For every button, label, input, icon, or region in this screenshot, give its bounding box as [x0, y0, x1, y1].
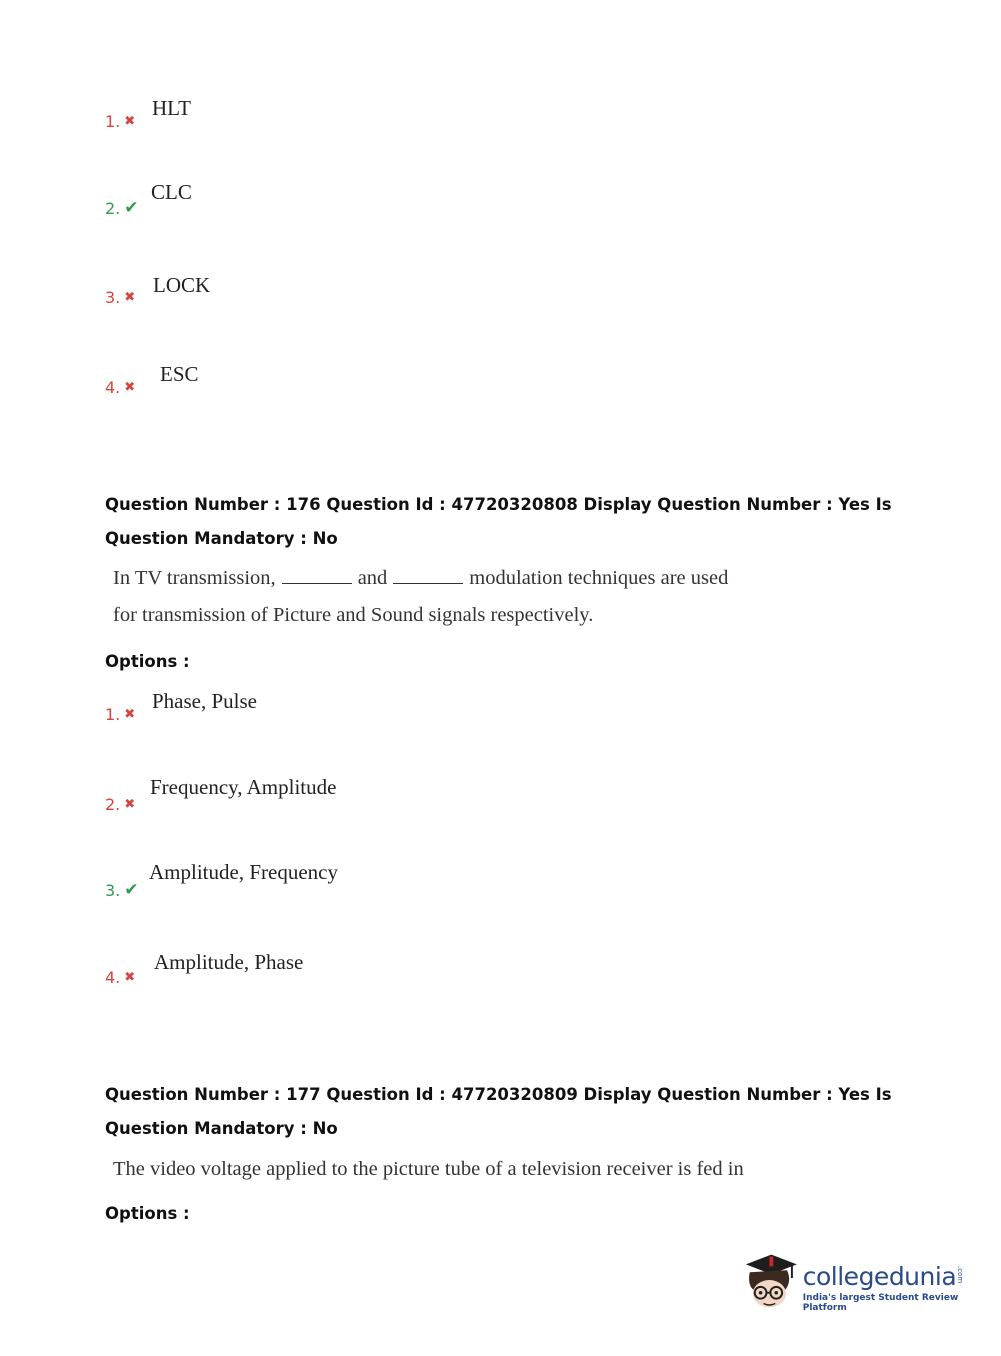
question-176-text-part-a: In TV transmission, [113, 567, 276, 589]
options-label: Options : [105, 1204, 190, 1223]
question-176-text-part-c: modulation techniques are used [469, 567, 729, 589]
option-4-number: 4. ✖ [105, 968, 136, 987]
option-1-text: HLT [152, 96, 191, 120]
collegedunia-logo [742, 1250, 1001, 1313]
option-1-number: 1. ✖ [105, 705, 136, 724]
blank-line [282, 583, 352, 584]
question-176-text-line1 [113, 567, 728, 590]
options-label: Options : [105, 652, 190, 671]
option-3-text: Amplitude, Frequency [149, 860, 338, 884]
option-3-text: LOCK [153, 273, 211, 297]
cross-icon: ✖ [124, 970, 136, 985]
logo-tagline: India's largest Student Review Platform [802, 1293, 959, 1313]
question-176-text-line2: for transmission of Picture and Sound signals respectively. [113, 604, 594, 626]
cross-icon: ✖ [124, 797, 136, 812]
mascot-icon [742, 1250, 799, 1312]
cross-icon: ✖ [124, 114, 136, 129]
cross-icon: ✖ [124, 290, 136, 305]
option-2-text: Frequency, Amplitude [150, 775, 337, 799]
option-2-number: 2. ✔ [105, 198, 139, 218]
question-177-text: The video voltage applied to the picture tube of a television receiver is fed in [113, 1158, 744, 1180]
question-176-header: Question Number : 176 Question Id : 47720320808 Display Question Number : Yes Is Question Mandatory : No [105, 495, 892, 548]
option-4-text: ESC [160, 362, 199, 386]
option-1-text: Phase, Pulse [152, 689, 257, 713]
cross-icon: ✖ [124, 380, 136, 395]
logo-name: collegedunia [802, 1262, 957, 1291]
question-176-text-part-b: and [357, 567, 388, 589]
option-4-number: 4. ✖ [105, 378, 136, 397]
option-4-text: Amplitude, Phase [154, 950, 304, 974]
option-3-number: 3. ✖ [105, 288, 136, 307]
option-3-number: 3. ✔ [105, 880, 139, 900]
logo-suffix: .com [956, 1266, 965, 1284]
check-icon: ✔ [124, 880, 139, 900]
option-2-number: 2. ✖ [105, 795, 136, 814]
question-177-header: Question Number : 177 Question Id : 47720320809 Display Question Number : Yes Is Question Mandatory : No [105, 1085, 892, 1138]
check-icon: ✔ [124, 198, 139, 218]
option-2-text: CLC [151, 180, 192, 204]
blank-line [393, 583, 463, 584]
cross-icon: ✖ [124, 707, 136, 722]
option-1-number: 1. ✖ [105, 112, 136, 131]
